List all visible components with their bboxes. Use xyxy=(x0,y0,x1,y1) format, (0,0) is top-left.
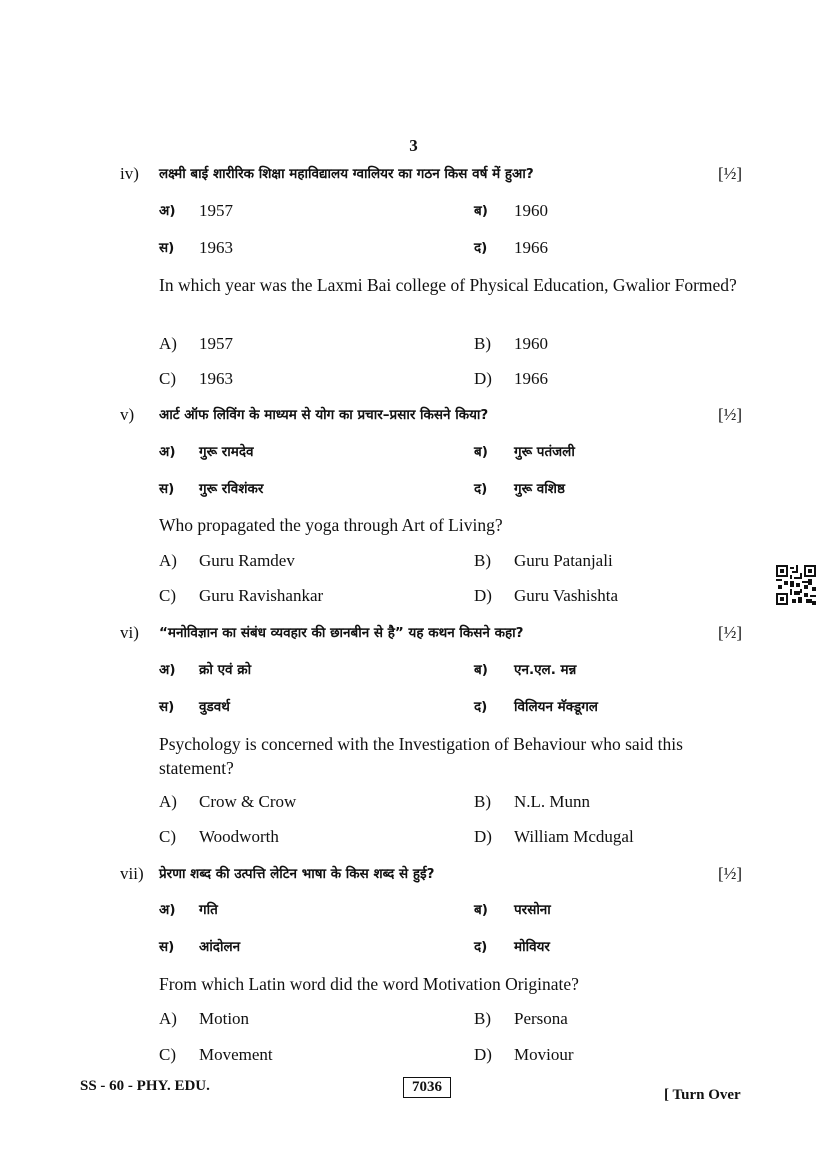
option-value: Motion xyxy=(199,1009,250,1028)
option-label: स) xyxy=(159,481,175,497)
option-value: गति xyxy=(199,902,218,918)
question-text-hindi: लक्ष्मी बाई शारीरिक शिक्षा महाविद्यालय ग्वालियर का गठन किस वर्ष में हुआ? xyxy=(159,166,534,182)
question-iv-english: In which year was the Laxmi Bai college of Physical Education, Gwalior Formed? xyxy=(159,275,737,295)
option-label: A) xyxy=(159,792,177,811)
option-label: B) xyxy=(474,1009,491,1028)
option-value: Moviour xyxy=(514,1045,574,1064)
option-label: C) xyxy=(159,827,176,846)
option-value: William Mcdugal xyxy=(514,827,634,846)
option-value: Guru Vashishta xyxy=(514,586,619,605)
option-value: 1960 xyxy=(514,201,548,220)
option-value: 1957 xyxy=(199,334,233,353)
question-vi-english: Psychology is concerned with the Investigation of Behaviour who said this statement? xyxy=(159,734,683,778)
option-value: गुरू पतंजली xyxy=(514,444,575,460)
question-vi-hindi xyxy=(0,621,827,645)
turn-over-label: [ Turn Over xyxy=(664,1087,741,1103)
question-text-hindi: “मनोविज्ञान का संबंध व्यवहार की छानबीन से है” यह कथन किसने कहा? xyxy=(159,625,524,641)
option-label: अ) xyxy=(159,444,176,460)
option-label: ब) xyxy=(474,902,488,918)
option-label: A) xyxy=(159,551,177,570)
option-label: द) xyxy=(474,481,488,497)
option-value: 1966 xyxy=(514,238,548,257)
option-label: C) xyxy=(159,1045,176,1064)
question-number: iv) xyxy=(120,164,139,183)
option-label: स) xyxy=(159,240,175,256)
question-number: vi) xyxy=(120,623,139,642)
option-value: आंदोलन xyxy=(199,939,241,955)
question-v-hindi xyxy=(0,403,827,427)
question-number: vii) xyxy=(120,864,144,883)
option-label: अ) xyxy=(159,662,176,678)
option-value: गुरू वशिष्ठ xyxy=(514,481,565,497)
option-label: द) xyxy=(474,699,488,715)
option-value: 1957 xyxy=(199,201,233,220)
option-label: D) xyxy=(474,827,492,846)
question-iv-hindi xyxy=(0,162,827,186)
option-value: Guru Patanjali xyxy=(514,551,613,570)
marks: [½] xyxy=(718,405,743,424)
option-value: Guru Ravishankar xyxy=(199,586,324,605)
option-value: 1963 xyxy=(199,238,233,257)
page-number: 3 xyxy=(409,136,418,155)
option-label: ब) xyxy=(474,662,488,678)
option-label: स) xyxy=(159,939,175,955)
option-value: 1960 xyxy=(514,334,548,353)
option-label: C) xyxy=(159,369,176,388)
question-text-hindi: प्रेरणा शब्द की उत्पत्ति लेटिन भाषा के किस शब्द से हुई? xyxy=(159,866,435,882)
question-vii-hindi xyxy=(0,862,827,886)
option-value: Woodworth xyxy=(199,827,279,846)
option-value: N.L. Munn xyxy=(514,792,591,811)
option-label: B) xyxy=(474,792,491,811)
marks: [½] xyxy=(718,623,743,642)
marks: [½] xyxy=(718,164,743,183)
question-text-hindi: आर्ट ऑफ लिविंग के माध्यम से योग का प्रचार–प्रसार किसने किया? xyxy=(159,407,489,423)
qr-code-icon xyxy=(776,565,816,605)
option-value: क्रो एवं क्रो xyxy=(199,662,252,678)
option-label: अ) xyxy=(159,203,176,219)
option-value: एन.एल. मन्न xyxy=(514,662,577,678)
question-number: v) xyxy=(120,405,135,424)
option-value: Persona xyxy=(514,1009,568,1028)
option-label: ब) xyxy=(474,203,488,219)
option-label: A) xyxy=(159,334,177,353)
option-label: D) xyxy=(474,369,492,388)
footer-paper-code: SS - 60 - PHY. EDU. xyxy=(80,1078,210,1094)
option-label: स) xyxy=(159,699,175,715)
option-label: C) xyxy=(159,586,176,605)
option-label: A) xyxy=(159,1009,177,1028)
option-value: 1966 xyxy=(514,369,548,388)
option-value: गुरू रविशंकर xyxy=(199,481,264,497)
marks: [½] xyxy=(718,864,743,883)
option-value: गुरू रामदेव xyxy=(199,444,254,460)
option-label: B) xyxy=(474,551,491,570)
option-value: विलियन मॅक्डूगल xyxy=(514,699,598,715)
option-value: Crow & Crow xyxy=(199,792,297,811)
option-label: ब) xyxy=(474,444,488,460)
option-value: वुडवर्थ xyxy=(199,699,230,715)
question-v-english: Who propagated the yoga through Art of Living? xyxy=(159,515,503,535)
option-label: B) xyxy=(474,334,491,353)
option-value: Movement xyxy=(199,1045,273,1064)
option-label: अ) xyxy=(159,902,176,918)
option-value: Guru Ramdev xyxy=(199,551,295,570)
option-label: D) xyxy=(474,1045,492,1064)
option-label: द) xyxy=(474,240,488,256)
option-value: परसोना xyxy=(514,902,551,918)
question-vii-english: From which Latin word did the word Motivation Originate? xyxy=(159,974,579,994)
option-value: मोवियर xyxy=(514,939,550,955)
option-label: D) xyxy=(474,586,492,605)
option-label: द) xyxy=(474,939,488,955)
footer-page-code: 7036 xyxy=(403,1077,451,1098)
option-value: 1963 xyxy=(199,369,233,388)
